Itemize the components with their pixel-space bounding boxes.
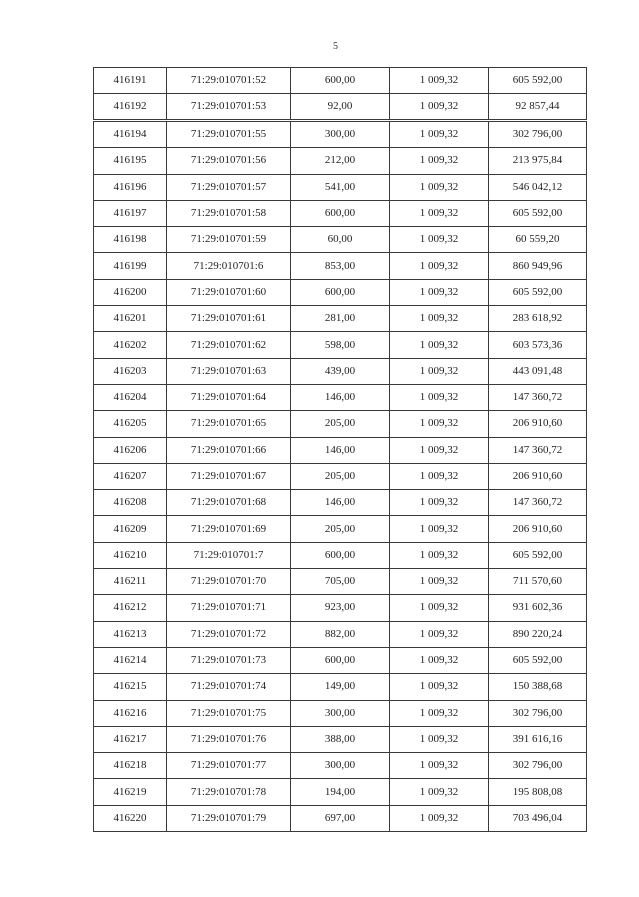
cell-area: 205,00 (291, 516, 390, 542)
cell-value: 605 592,00 (489, 279, 587, 305)
table-body-2 (94, 122, 587, 832)
table-row (94, 516, 587, 542)
cell-area: 212,00 (291, 148, 390, 174)
cell-area: 194,00 (291, 779, 390, 805)
cell-cadastral-number: 71:29:010701:66 (167, 437, 291, 463)
cell-cadastral-number: 71:29:010701:56 (167, 148, 291, 174)
cell-id: 416216 (94, 700, 167, 726)
cell-id: 416197 (94, 200, 167, 226)
cell-value: 92 857,44 (489, 94, 587, 120)
cell-value: 711 570,60 (489, 569, 587, 595)
cell-value: 195 808,08 (489, 779, 587, 805)
cell-cadastral-number: 71:29:010701:69 (167, 516, 291, 542)
cell-rate: 1 009,32 (390, 227, 489, 253)
cell-value: 546 042,12 (489, 174, 587, 200)
cell-cadastral-number: 71:29:010701:79 (167, 805, 291, 831)
cell-id: 416208 (94, 490, 167, 516)
cell-area: 600,00 (291, 200, 390, 226)
cell-id: 416210 (94, 542, 167, 568)
table-row (94, 358, 587, 384)
cell-rate: 1 009,32 (390, 332, 489, 358)
table-row (94, 279, 587, 305)
table-row (94, 490, 587, 516)
cell-id: 416218 (94, 753, 167, 779)
cell-id: 416202 (94, 332, 167, 358)
cell-value: 603 573,36 (489, 332, 587, 358)
cell-id: 416195 (94, 148, 167, 174)
table-row (94, 227, 587, 253)
cell-value: 605 592,00 (489, 647, 587, 673)
cell-rate: 1 009,32 (390, 253, 489, 279)
table-row (94, 94, 587, 120)
table-row (94, 68, 587, 94)
table-body-1 (94, 68, 587, 120)
cell-rate: 1 009,32 (390, 384, 489, 410)
table-row (94, 621, 587, 647)
page-number: 5 (333, 41, 338, 52)
cell-value: 60 559,20 (489, 227, 587, 253)
cell-cadastral-number: 71:29:010701:62 (167, 332, 291, 358)
cell-id: 416200 (94, 279, 167, 305)
cell-value: 931 602,36 (489, 595, 587, 621)
table-row (94, 779, 587, 805)
cell-value: 206 910,60 (489, 463, 587, 489)
cell-rate: 1 009,32 (390, 358, 489, 384)
cell-value: 605 592,00 (489, 68, 587, 94)
cell-area: 149,00 (291, 674, 390, 700)
cell-cadastral-number: 71:29:010701:67 (167, 463, 291, 489)
table-row (94, 753, 587, 779)
cell-area: 923,00 (291, 595, 390, 621)
cell-id: 416220 (94, 805, 167, 831)
table-row (94, 542, 587, 568)
cell-rate: 1 009,32 (390, 621, 489, 647)
cell-id: 416191 (94, 68, 167, 94)
cell-cadastral-number: 71:29:010701:73 (167, 647, 291, 673)
cell-value: 213 975,84 (489, 148, 587, 174)
table-row (94, 595, 587, 621)
cell-rate: 1 009,32 (390, 700, 489, 726)
table-row (94, 253, 587, 279)
cell-area: 146,00 (291, 437, 390, 463)
cell-cadastral-number: 71:29:010701:78 (167, 779, 291, 805)
cell-value: 302 796,00 (489, 700, 587, 726)
cell-area: 600,00 (291, 647, 390, 673)
cell-cadastral-number: 71:29:010701:55 (167, 122, 291, 148)
cell-rate: 1 009,32 (390, 647, 489, 673)
cell-rate: 1 009,32 (390, 437, 489, 463)
cell-area: 600,00 (291, 279, 390, 305)
cell-id: 416217 (94, 726, 167, 752)
cell-value: 605 592,00 (489, 200, 587, 226)
cell-area: 300,00 (291, 700, 390, 726)
cell-area: 600,00 (291, 542, 390, 568)
table-part-1 (93, 67, 587, 120)
table-row (94, 384, 587, 410)
cell-value: 206 910,60 (489, 516, 587, 542)
cell-id: 416192 (94, 94, 167, 120)
cell-value: 443 091,48 (489, 358, 587, 384)
cell-cadastral-number: 71:29:010701:52 (167, 68, 291, 94)
cell-area: 205,00 (291, 463, 390, 489)
cell-id: 416206 (94, 437, 167, 463)
cell-rate: 1 009,32 (390, 779, 489, 805)
table-row (94, 805, 587, 831)
table-row (94, 463, 587, 489)
cell-area: 853,00 (291, 253, 390, 279)
cell-rate: 1 009,32 (390, 148, 489, 174)
cell-cadastral-number: 71:29:010701:70 (167, 569, 291, 595)
cell-rate: 1 009,32 (390, 726, 489, 752)
cell-area: 60,00 (291, 227, 390, 253)
table-row (94, 200, 587, 226)
cell-value: 302 796,00 (489, 122, 587, 148)
cell-rate: 1 009,32 (390, 490, 489, 516)
table-row (94, 569, 587, 595)
cell-id: 416205 (94, 411, 167, 437)
table-row (94, 647, 587, 673)
cell-id: 416203 (94, 358, 167, 384)
cell-id: 416209 (94, 516, 167, 542)
cell-id: 416213 (94, 621, 167, 647)
cell-value: 860 949,96 (489, 253, 587, 279)
cell-cadastral-number: 71:29:010701:53 (167, 94, 291, 120)
cell-cadastral-number: 71:29:010701:63 (167, 358, 291, 384)
cell-area: 705,00 (291, 569, 390, 595)
cell-area: 146,00 (291, 384, 390, 410)
cell-cadastral-number: 71:29:010701:77 (167, 753, 291, 779)
cell-area: 600,00 (291, 68, 390, 94)
cell-id: 416211 (94, 569, 167, 595)
cell-value: 302 796,00 (489, 753, 587, 779)
table-row (94, 411, 587, 437)
cell-rate: 1 009,32 (390, 200, 489, 226)
cell-rate: 1 009,32 (390, 569, 489, 595)
cell-cadastral-number: 71:29:010701:61 (167, 306, 291, 332)
cell-rate: 1 009,32 (390, 542, 489, 568)
cell-cadastral-number: 71:29:010701:6 (167, 253, 291, 279)
cell-cadastral-number: 71:29:010701:76 (167, 726, 291, 752)
cell-id: 416201 (94, 306, 167, 332)
cell-rate: 1 009,32 (390, 753, 489, 779)
cell-rate: 1 009,32 (390, 279, 489, 305)
cell-rate: 1 009,32 (390, 805, 489, 831)
cell-cadastral-number: 71:29:010701:72 (167, 621, 291, 647)
cell-id: 416215 (94, 674, 167, 700)
cell-cadastral-number: 71:29:010701:71 (167, 595, 291, 621)
cell-cadastral-number: 71:29:010701:60 (167, 279, 291, 305)
cell-area: 92,00 (291, 94, 390, 120)
cell-value: 206 910,60 (489, 411, 587, 437)
cell-rate: 1 009,32 (390, 122, 489, 148)
cell-rate: 1 009,32 (390, 94, 489, 120)
cell-rate: 1 009,32 (390, 174, 489, 200)
cell-id: 416214 (94, 647, 167, 673)
cell-area: 697,00 (291, 805, 390, 831)
cell-area: 598,00 (291, 332, 390, 358)
table-row (94, 148, 587, 174)
table-row (94, 437, 587, 463)
cell-value: 283 618,92 (489, 306, 587, 332)
cell-area: 300,00 (291, 753, 390, 779)
cell-cadastral-number: 71:29:010701:59 (167, 227, 291, 253)
cell-value: 150 388,68 (489, 674, 587, 700)
cell-area: 300,00 (291, 122, 390, 148)
cell-id: 416219 (94, 779, 167, 805)
cell-cadastral-number: 71:29:010701:65 (167, 411, 291, 437)
cell-area: 281,00 (291, 306, 390, 332)
cell-cadastral-number: 71:29:010701:75 (167, 700, 291, 726)
cell-value: 605 592,00 (489, 542, 587, 568)
cell-area: 439,00 (291, 358, 390, 384)
table-row (94, 306, 587, 332)
cell-rate: 1 009,32 (390, 306, 489, 332)
cell-rate: 1 009,32 (390, 411, 489, 437)
cell-rate: 1 009,32 (390, 595, 489, 621)
cell-area: 146,00 (291, 490, 390, 516)
cell-rate: 1 009,32 (390, 68, 489, 94)
cell-cadastral-number: 71:29:010701:57 (167, 174, 291, 200)
table-row (94, 674, 587, 700)
cell-value: 890 220,24 (489, 621, 587, 647)
cell-id: 416207 (94, 463, 167, 489)
cell-area: 388,00 (291, 726, 390, 752)
table-row (94, 700, 587, 726)
cell-rate: 1 009,32 (390, 463, 489, 489)
cell-id: 416198 (94, 227, 167, 253)
cell-cadastral-number: 71:29:010701:68 (167, 490, 291, 516)
cell-rate: 1 009,32 (390, 516, 489, 542)
cell-id: 416212 (94, 595, 167, 621)
cell-value: 147 360,72 (489, 437, 587, 463)
table-part-2 (93, 121, 587, 832)
cell-id: 416196 (94, 174, 167, 200)
cell-id: 416194 (94, 122, 167, 148)
table-row (94, 122, 587, 148)
cell-area: 882,00 (291, 621, 390, 647)
cell-cadastral-number: 71:29:010701:7 (167, 542, 291, 568)
table-row (94, 332, 587, 358)
cell-value: 703 496,04 (489, 805, 587, 831)
cell-value: 391 616,16 (489, 726, 587, 752)
cell-area: 541,00 (291, 174, 390, 200)
cell-cadastral-number: 71:29:010701:64 (167, 384, 291, 410)
cell-id: 416199 (94, 253, 167, 279)
table-row (94, 174, 587, 200)
cell-value: 147 360,72 (489, 490, 587, 516)
cell-cadastral-number: 71:29:010701:74 (167, 674, 291, 700)
cell-area: 205,00 (291, 411, 390, 437)
cell-cadastral-number: 71:29:010701:58 (167, 200, 291, 226)
cell-rate: 1 009,32 (390, 674, 489, 700)
table-row (94, 726, 587, 752)
cell-value: 147 360,72 (489, 384, 587, 410)
cell-id: 416204 (94, 384, 167, 410)
